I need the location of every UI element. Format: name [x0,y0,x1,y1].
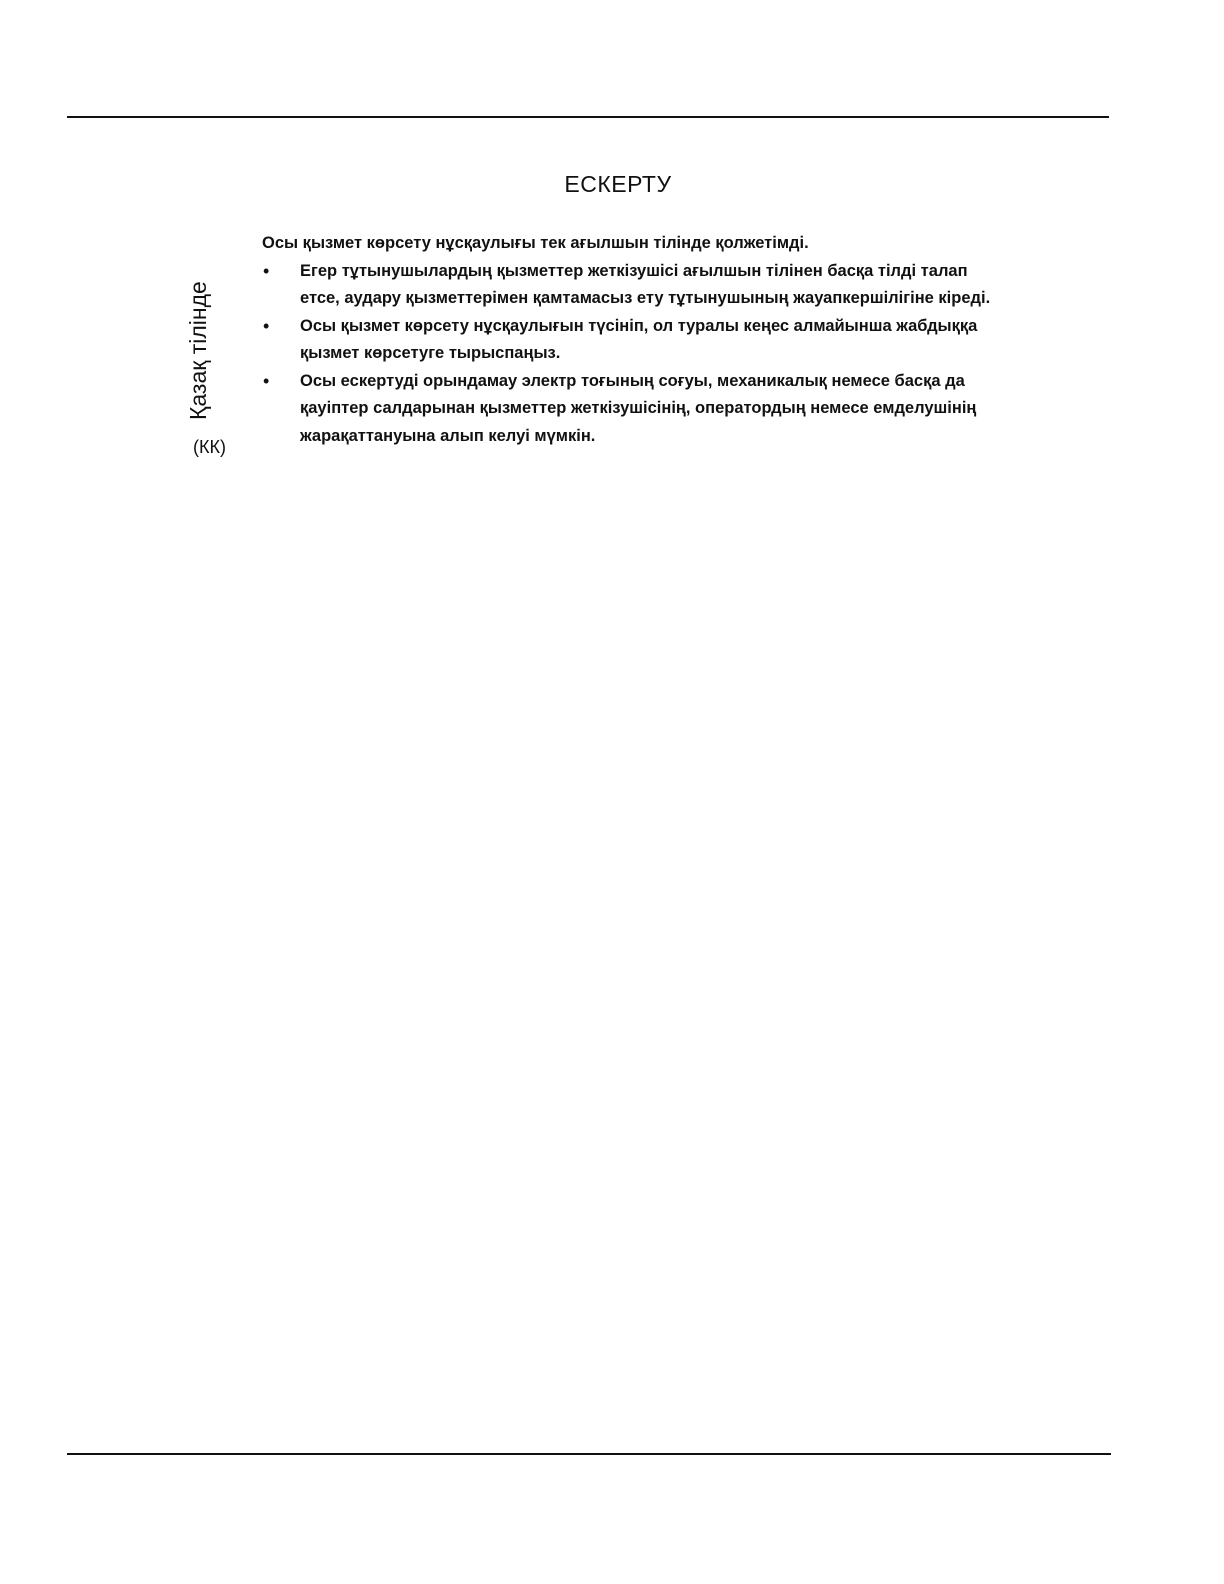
list-item [262,313,992,368]
language-label: Қазақ тілінде [185,281,211,420]
notice-bullet-list [262,258,992,451]
notice-body [262,230,992,450]
bullet-text: Осы ескертуді орындамау электр тоғының соғуы, механикалық немесе басқа да қауіптер салдарынан қызметтер жеткізушісінің, оператордың немесе емделушінің жарақаттануына алып келуі мүмкін. [300,371,977,445]
bullet-icon: • [263,260,270,281]
footer-rule [67,1453,1111,1455]
notice-lead: Осы қызмет көрсету нұсқаулығы тек ағылшын тілінде қолжетімді. [262,234,809,252]
header-rule [67,116,1109,118]
notice-title: ЕСКЕРТУ [564,171,672,197]
bullet-icon: • [263,315,270,336]
bullet-text: Егер тұтынушылардың қызметтер жеткізушісі ағылшын тілінен басқа тілді талап етсе, аудару қызметтерімен қамтамасыз ету тұтынушының жауапкершілігіне кіреді. [300,261,991,307]
language-code: (КК) [193,437,226,457]
bullet-text: Осы қызмет көрсету нұсқаулығын түсініп, ол туралы кеңес алмайынша жабдыққа қызмет көрсетуге тырыспаңыз. [300,316,978,362]
list-item [262,368,992,451]
list-item [262,258,992,313]
bullet-icon: • [263,370,270,391]
